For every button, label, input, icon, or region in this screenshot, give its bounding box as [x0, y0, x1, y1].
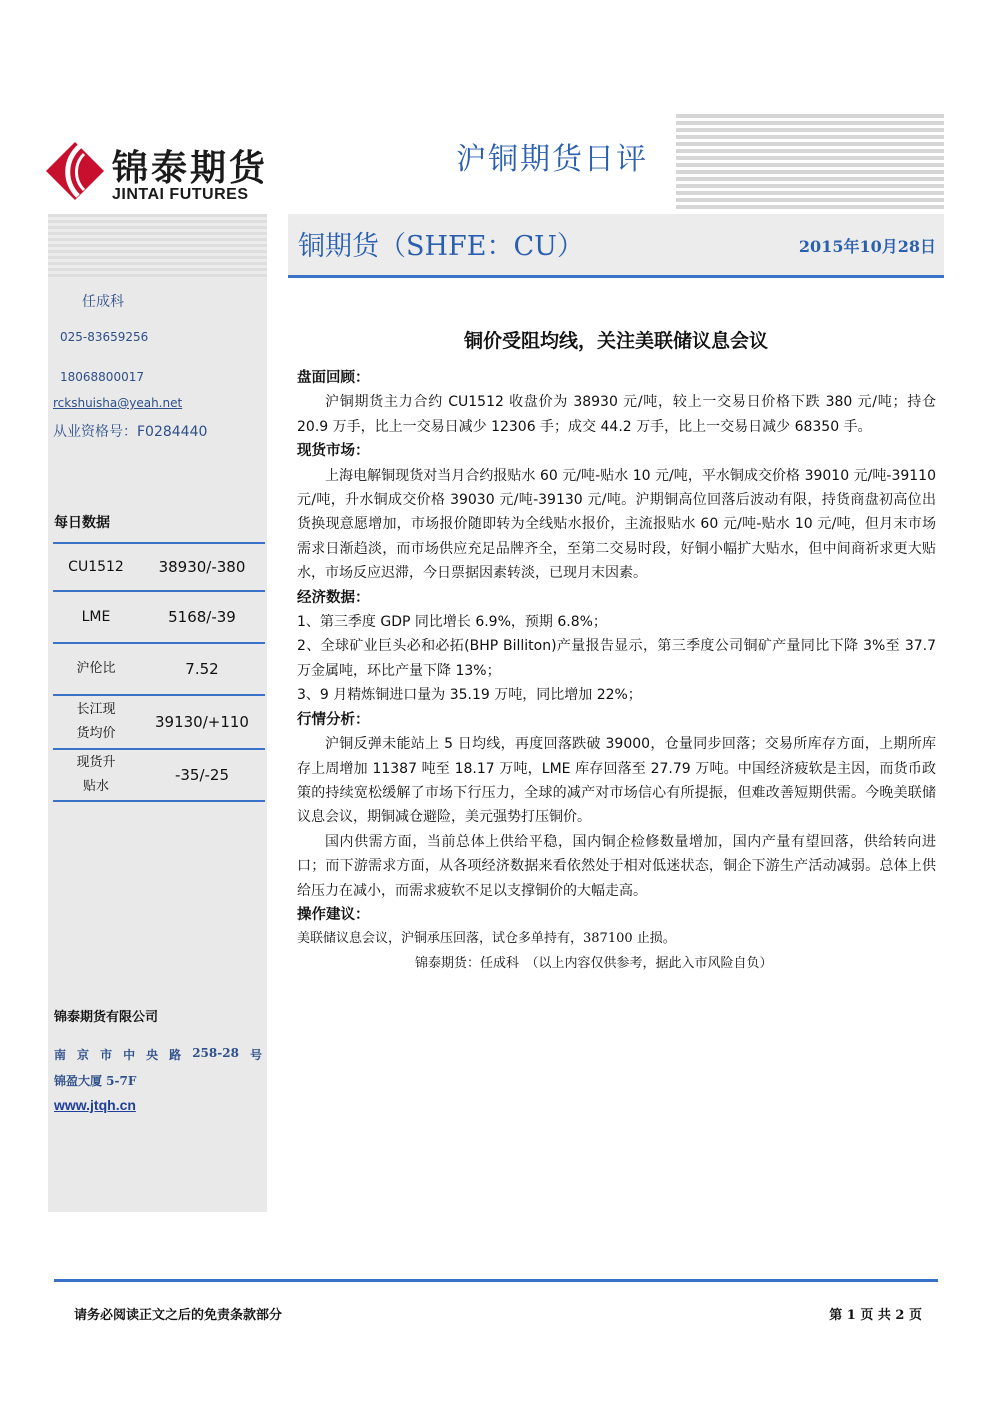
row-value: 5168/-39 — [168, 608, 236, 626]
address-char: 市 — [100, 1048, 113, 1062]
section-heading-spot-market: 现货市场： — [297, 443, 370, 460]
logo-english-name: JINTAI FUTURES — [112, 186, 249, 203]
list-item: 2、全球矿业巨头必和必拓(BHP Billiton)产量报告显示，第三季度公司铜矿产量同比下降 3%至 37.7 万金属吨，环比产量下降 13%； — [297, 638, 936, 679]
company-address-line-1 — [54, 1046, 262, 1063]
report-date: 2015年10月28日 — [798, 237, 936, 256]
company-website-link[interactable]: www.jtqh.cn — [54, 1097, 136, 1113]
row-label-line: 长江现 — [76, 702, 116, 717]
article-body — [297, 366, 936, 976]
row-label — [53, 750, 139, 800]
trading-advice-text: 美联储议息会议，沪铜承压回落，试仓多单持有，387100 止损。 — [297, 931, 676, 947]
table-row — [53, 590, 265, 642]
row-value: 38930/-380 — [158, 558, 246, 576]
address-char: 央 — [146, 1048, 159, 1062]
daily-data-table — [53, 542, 265, 802]
analyst-license: 从业资格号：F0284440 — [53, 424, 208, 440]
analyst-phone-2: 18068800017 — [60, 370, 144, 384]
section-heading-trading-advice: 操作建议： — [297, 906, 370, 923]
company-name: 锦泰期货有限公司 — [54, 1010, 159, 1025]
section-heading-market-analysis: 行情分析： — [297, 711, 370, 728]
sidebar-top-stripes — [48, 214, 267, 278]
address-char: 路 — [169, 1048, 182, 1062]
row-value: 39130/+110 — [155, 713, 249, 731]
address-char: 南 — [54, 1048, 67, 1062]
list-item: 3、9 月精炼铜进口量为 35.19 万吨，同比增加 22%； — [297, 687, 642, 704]
table-row — [53, 694, 265, 748]
row-label: 沪伦比 — [76, 661, 116, 676]
table-row — [53, 542, 265, 590]
footer-divider — [54, 1279, 938, 1282]
row-value: -35/-25 — [174, 766, 230, 784]
page-number: 第 1 页 共 2 页 — [829, 1308, 922, 1323]
spot-market-paragraph: 上海电解铜现货对当月合约报贴水 60 元/吨-贴水 10 元/吨，平水铜成交价格 39010 元/吨-39110 元/吨，升水铜成交价格 39030 元/吨-39130 元/吨。沪期铜高位回落后波动有限，持货商盘初高位出货换现意愿增加，市场报价随即转为全线贴水报价，主流报贴水 60 元/吨-贴水 10 元/吨，但月末市场需求日渐趋淡，而市场供应充足品牌齐全，至第二交易时段，好铜小幅扩大贴水，但中间商祈求更大贴水，市场反应迟滞，今日票据因素转淡，已现月末因素。 — [297, 467, 936, 582]
row-label-line: 现货升 — [76, 755, 116, 770]
jintai-logo-icon — [44, 140, 106, 202]
address-char: 京 — [77, 1048, 90, 1062]
row-label: CU1512 — [68, 559, 124, 575]
header-decorative-stripes — [676, 114, 944, 210]
row-value: 7.52 — [185, 660, 219, 678]
market-analysis-paragraph-1: 沪铜反弹未能站上 5 日均线，再度回落跌破 39000，仓量同步回落；交易所库存方面，上期所库存上周增加 11387 吨至 18.17 万吨，LME 库存回落至 27.79 万吨。中国经济疲软是主因，而货币政策的持续宽松缓解了市场下行压力，全球的减产对市场信心有所提振，但难改善短期供需。今晚美联储议息会议，期铜减仓避险，美元强势打压铜价。 — [297, 736, 936, 826]
article-headline: 铜价受阻均线，关注美联储议息会议 — [463, 330, 768, 352]
market-analysis-paragraph-2: 国内供需方面，当前总体上供给平稳，国内铜企检修数量增加，国内产量有望回落，供给转向进口；而下游需求方面，从各项经济数据来看依然处于相对低迷状态，铜企下游生产活动减弱。总体上供给压力在减小，而需求疲软不足以支撑铜价的大幅走高。 — [297, 833, 936, 899]
report-title: 沪铜期货日评 — [456, 142, 648, 177]
address-char: 号 — [249, 1048, 262, 1062]
market-review-paragraph: 沪铜期货主力合约 CU1512 收盘价为 38930 元/吨，较上一交易日价格下跌 380 元/吨；持仓 20.9 万手，比上一交易日减少 12306 手；成交 44.2 万手，比上一交易日减少 68350 手。 — [297, 394, 936, 435]
row-label: LME — [81, 609, 111, 625]
table-row — [53, 642, 265, 694]
list-item: 1、第三季度 GDP 同比增长 6.9%，预期 6.8%； — [297, 614, 607, 631]
row-label-line: 货均价 — [76, 726, 116, 741]
analyst-email-link[interactable]: rckshuisha@yeah.net — [53, 396, 183, 410]
analyst-phone-1: 025-83659256 — [60, 330, 149, 344]
row-label-line: 贴水 — [82, 779, 109, 794]
section-heading-market-review: 盘面回顾： — [297, 370, 370, 386]
footer-disclaimer: 请务必阅读正文之后的免责条款部分 — [74, 1308, 283, 1323]
analyst-signature: 锦泰期货：任成科 （以上内容仅供参考，据此入市风险自负） — [415, 955, 773, 971]
section-title: 铜期货（SHFE：CU） — [298, 231, 584, 262]
section-heading-economic-data: 经济数据： — [297, 589, 370, 606]
daily-data-title: 每日数据 — [54, 515, 110, 531]
analyst-name: 任成科 — [82, 294, 124, 310]
address-char: 中 — [123, 1048, 136, 1062]
address-char: 258-28 — [192, 1046, 239, 1060]
row-label — [53, 696, 139, 748]
company-address-line-2: 锦盈大厦 5-7F — [54, 1074, 137, 1088]
table-row — [53, 748, 265, 802]
logo-chinese-name: 锦泰期货 — [112, 147, 269, 189]
